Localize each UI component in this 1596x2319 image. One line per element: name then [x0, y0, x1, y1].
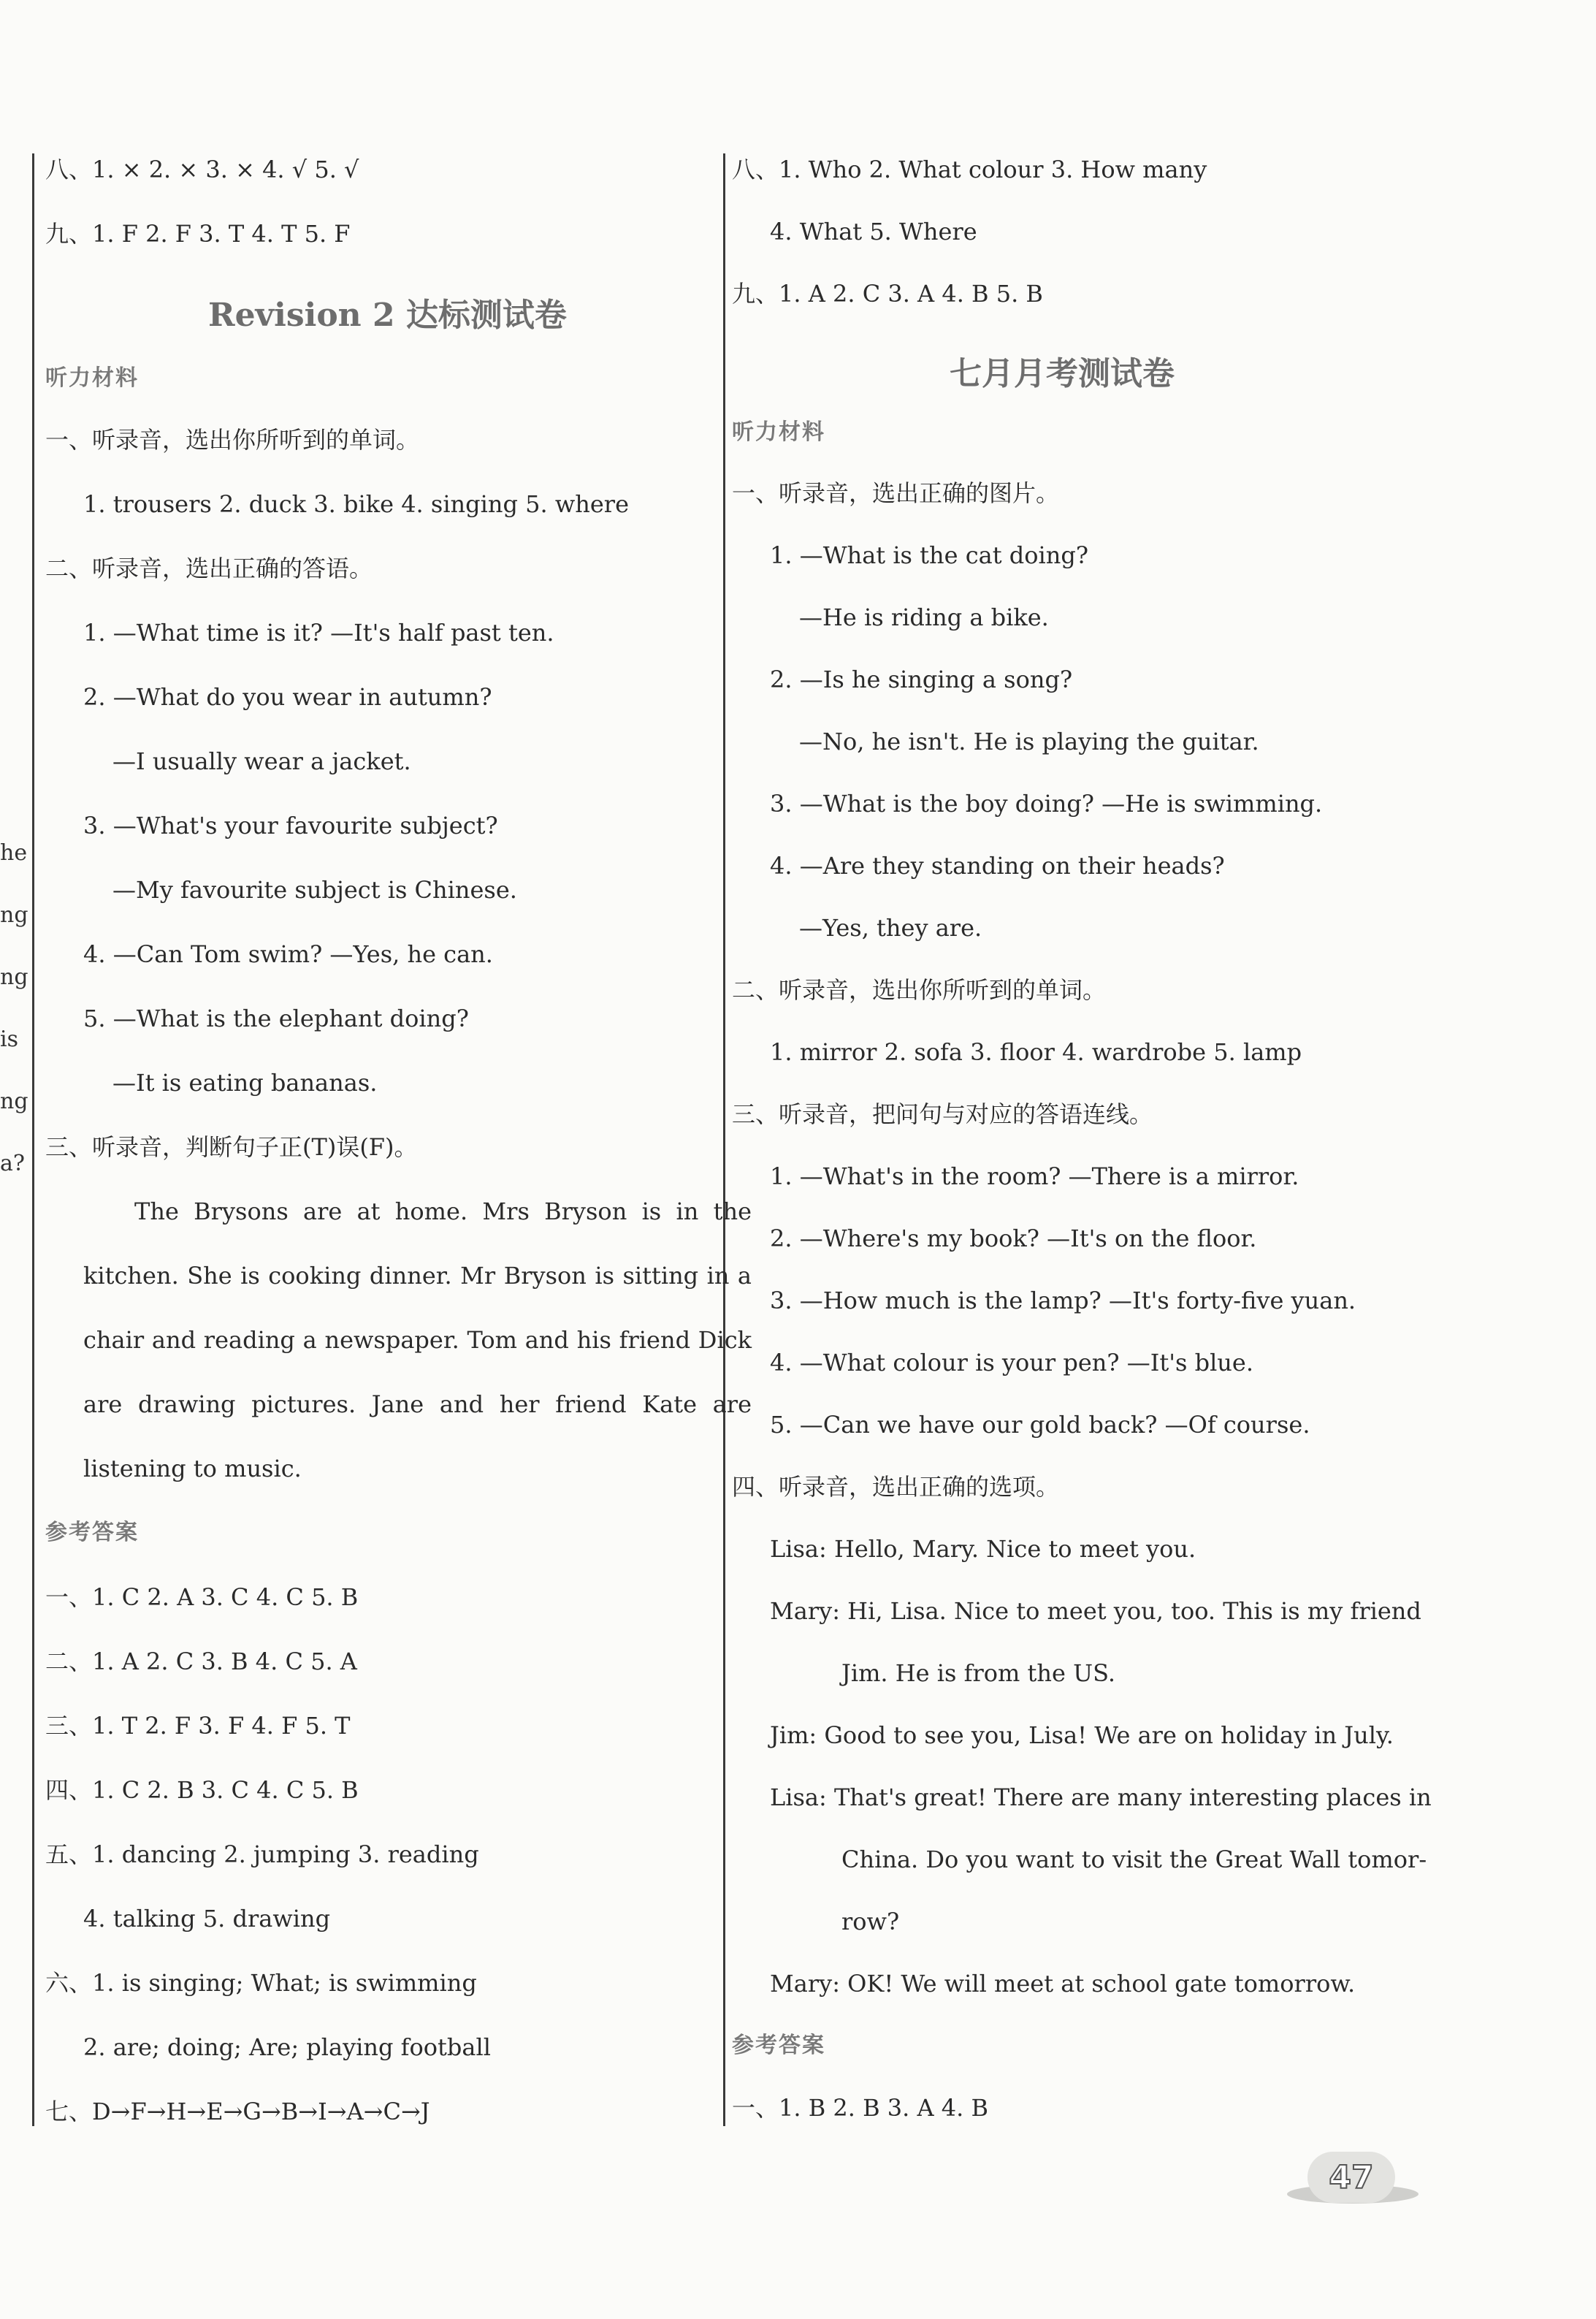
dialogue-line: 5. —Can we have our gold back? —Of course. [770, 1411, 1310, 1439]
heading-reference-answers: 参考答案 [732, 2033, 825, 2058]
answer-line: 2. are; doing; Are; playing football [83, 2033, 491, 2061]
section-title-july-test: 七月月考测试卷 [950, 355, 1175, 392]
listening-passage: The Brysons are at home. Mrs Bryson is in the kitchen. She is cooking dinner. Mr Bryson is sitting in a chair and reading a newspaper. Tom and his friend Dick are drawing pictures. Jane and her friend Kate are listening to music. [83, 1197, 752, 1482]
answer-line: 一、1. B 2. B 3. A 4. B [732, 2094, 988, 2122]
question-4-heading: 四、听录音，选出正确的选项。 [732, 1473, 1060, 1501]
dialogue-line: —My favourite subject is Chinese. [112, 876, 517, 904]
left-margin-rule [32, 153, 34, 2126]
dialogue-line: 5. —What is the elephant doing? [83, 1005, 469, 1032]
answer-line-8: 八、1. Who 2. What colour 3. How many [732, 156, 1207, 183]
edge-fragment: a? [0, 1151, 25, 1176]
dialogue-line: Jim: Good to see you, Lisa! We are on holiday in July. [770, 1721, 1394, 1749]
edge-fragment: is [0, 1027, 18, 1052]
question-3-heading: 三、听录音，判断句子正(T)误(F)。 [45, 1133, 418, 1161]
answer-line: 五、1. dancing 2. jumping 3. reading [45, 1840, 479, 1868]
question-2-heading: 二、听录音，选出你所听到的单词。 [732, 976, 1107, 1004]
section-title-revision2: Revision 2 达标测试卷 [208, 297, 567, 334]
heading-reference-answers: 参考答案 [45, 1520, 139, 1545]
answer-line: 六、1. is singing; What; is swimming [45, 1969, 477, 1997]
dialogue-line: China. Do you want to visit the Great Wall tomor- [841, 1846, 1427, 1873]
page-number: 47 [1307, 2152, 1395, 2203]
edge-fragment: ng [0, 964, 28, 990]
dialogue-line: Mary: OK! We will meet at school gate tomorrow. [770, 1970, 1356, 1998]
question-1-heading: 一、听录音，选出你所听到的单词。 [45, 426, 420, 454]
dialogue-line: Mary: Hi, Lisa. Nice to meet you, too. This is my friend [770, 1597, 1421, 1625]
answer-line: 七、D→F→H→E→G→B→I→A→C→J [45, 2098, 430, 2125]
answer-line-9: 九、1. A 2. C 3. A 4. B 5. B [732, 280, 1043, 308]
dialogue-line: 1. —What's in the room? —There is a mirror. [770, 1162, 1299, 1190]
dialogue-line: 1. —What time is it? —It's half past ten. [83, 619, 554, 647]
dialogue-line: row? [841, 1908, 900, 1935]
answer-line: 一、1. C 2. A 3. C 4. C 5. B [45, 1583, 359, 1611]
dialogue-line: —It is eating bananas. [112, 1069, 378, 1097]
answer-line-8b: 4. What 5. Where [770, 218, 977, 245]
question-1-words: 1. trousers 2. duck 3. bike 4. singing 5. where [83, 490, 630, 518]
dialogue-line: Jim. He is from the US. [841, 1659, 1116, 1687]
edge-fragment: he [0, 840, 28, 866]
column-divider [723, 153, 725, 2126]
question-2-heading: 二、听录音，选出正确的答语。 [45, 555, 373, 582]
heading-listening-material: 听力材料 [45, 365, 139, 391]
edge-fragment: ng [0, 902, 28, 928]
dialogue-line: 2. —Where's my book? —It's on the floor. [770, 1225, 1257, 1252]
answer-line-9: 九、1. F 2. F 3. T 4. T 5. F [45, 220, 351, 248]
question-1-heading: 一、听录音，选出正确的图片。 [732, 479, 1060, 507]
answer-line: 四、1. C 2. B 3. C 4. C 5. B [45, 1776, 359, 1804]
edge-fragment: ng [0, 1089, 28, 1114]
dialogue-line: 2. —Is he singing a song? [770, 666, 1073, 693]
answer-line: 三、1. T 2. F 3. F 4. F 5. T [45, 1712, 351, 1740]
answer-line-8: 八、1. × 2. × 3. × 4. √ 5. √ [45, 156, 359, 183]
answer-line: 二、1. A 2. C 3. B 4. C 5. A [45, 1648, 357, 1675]
question-3-heading: 三、听录音，把问句与对应的答语连线。 [732, 1100, 1153, 1128]
dialogue-line: 3. —How much is the lamp? —It's forty-five yuan. [770, 1287, 1356, 1314]
dialogue-line: 4. —Are they standing on their heads? [770, 852, 1225, 880]
question-2-words: 1. mirror 2. sofa 3. floor 4. wardrobe 5. lamp [770, 1038, 1302, 1066]
heading-listening-material: 听力材料 [732, 419, 825, 445]
dialogue-line: —No, he isn't. He is playing the guitar. [799, 728, 1259, 755]
dialogue-line: —I usually wear a jacket. [112, 747, 411, 775]
dialogue-line: Lisa: That's great! There are many interesting places in [770, 1783, 1432, 1811]
dialogue-line: Lisa: Hello, Mary. Nice to meet you. [770, 1535, 1196, 1563]
dialogue-line: —Yes, they are. [799, 914, 982, 942]
dialogue-line: 2. —What do you wear in autumn? [83, 683, 492, 711]
answer-line: 4. talking 5. drawing [83, 1905, 331, 1932]
dialogue-line: 3. —What is the boy doing? —He is swimming. [770, 790, 1323, 818]
dialogue-line: 4. —What colour is your pen? —It's blue. [770, 1349, 1254, 1376]
dialogue-line: —He is riding a bike. [799, 603, 1049, 631]
dialogue-line: 1. —What is the cat doing? [770, 541, 1088, 569]
dialogue-line: 4. —Can Tom swim? —Yes, he can. [83, 940, 493, 968]
dialogue-line: 3. —What's your favourite subject? [83, 812, 498, 839]
